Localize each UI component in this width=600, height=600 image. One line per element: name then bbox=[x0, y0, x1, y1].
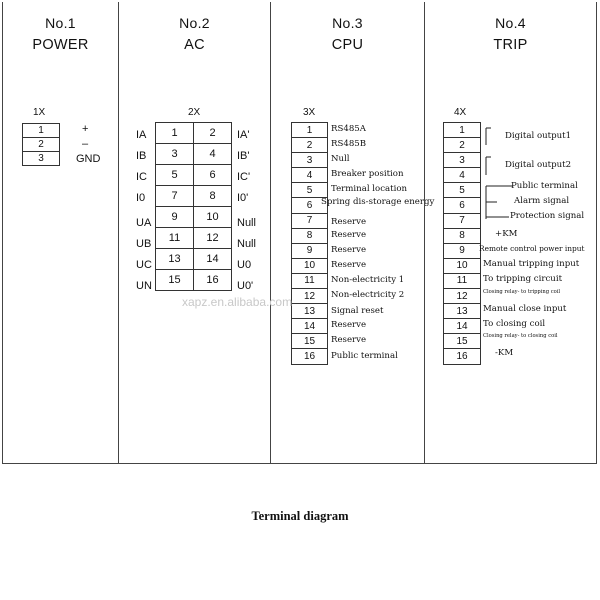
terminal-number: 8 bbox=[194, 186, 232, 207]
terminal-number: 10 bbox=[444, 258, 481, 273]
terminal-number: 2 bbox=[23, 138, 60, 152]
power-label: GND bbox=[76, 153, 101, 165]
terminal-number: 3 bbox=[156, 144, 194, 165]
trip-function-label: Alarm signal bbox=[514, 196, 570, 206]
terminal-number: 9 bbox=[444, 243, 481, 258]
terminal-number: 11 bbox=[444, 273, 481, 288]
cpu-function-label: Null bbox=[331, 154, 350, 165]
terminal-number: 13 bbox=[444, 304, 481, 319]
panel-number: No.3 bbox=[332, 15, 363, 31]
ac-row bbox=[156, 186, 232, 207]
terminal-label: 4X bbox=[454, 107, 467, 118]
terminal-number: 1 bbox=[292, 123, 328, 138]
ac-output-label: U0 bbox=[237, 259, 252, 271]
ac-input-label: UB bbox=[136, 238, 152, 250]
panel-cpu bbox=[270, 2, 435, 464]
ac-input-label: UC bbox=[136, 259, 152, 271]
cpu-function-label: Breaker position bbox=[331, 169, 404, 180]
terminal-number: 1 bbox=[156, 123, 194, 144]
ac-output-label: Null bbox=[237, 238, 256, 250]
ac-row bbox=[156, 165, 232, 186]
diagram-caption: Terminal diagram bbox=[251, 509, 349, 523]
cpu-function-label: RS485A bbox=[331, 124, 366, 134]
terminal-number: 2 bbox=[444, 138, 481, 153]
ac-row bbox=[156, 123, 232, 144]
panel-name: POWER bbox=[32, 37, 89, 53]
trip-function-label: Digital output1 bbox=[505, 131, 572, 141]
digital-output1-bracket bbox=[486, 128, 491, 145]
terminal-number: 15 bbox=[156, 270, 194, 291]
ac-row bbox=[156, 270, 232, 291]
terminal-number: 5 bbox=[444, 183, 481, 198]
cpu-function-label: Non-electricity 1 bbox=[331, 275, 405, 285]
panel-trip bbox=[424, 2, 597, 464]
panel-name: AC bbox=[184, 37, 205, 53]
ac-input-label: UA bbox=[136, 217, 152, 229]
terminal-number: 16 bbox=[292, 349, 328, 364]
power-label: – bbox=[82, 138, 89, 150]
cpu-function-label: Public terminal bbox=[331, 350, 398, 361]
ac-output-label: Null bbox=[237, 217, 256, 229]
cpu-function-label: Reserve bbox=[331, 216, 367, 227]
terminal-number: 5 bbox=[156, 165, 194, 186]
trip-function-label: Manual close input bbox=[483, 304, 567, 314]
trip-function-label: Closing relay- to tripping coil bbox=[483, 289, 561, 295]
cpu-row bbox=[292, 319, 328, 334]
cpu-function-label: Reserve bbox=[331, 244, 367, 255]
terminal-number: 5 bbox=[292, 183, 328, 198]
terminal-number: 9 bbox=[156, 207, 194, 228]
panel-power bbox=[2, 2, 119, 464]
trip-function-label: Public terminal bbox=[511, 181, 578, 191]
ac-row bbox=[156, 207, 232, 228]
terminal-label: 2X bbox=[188, 107, 201, 118]
terminal-number: 8 bbox=[292, 228, 328, 243]
power-terminal-block bbox=[22, 123, 60, 166]
terminal-number: 3 bbox=[292, 153, 328, 168]
terminal-number: 12 bbox=[194, 228, 232, 249]
ac-output-label: IA' bbox=[237, 129, 250, 141]
terminal-number: 1 bbox=[444, 123, 481, 138]
panel-number: No.2 bbox=[179, 15, 210, 31]
trip-function-label: +KM bbox=[495, 229, 518, 239]
terminal-number: 13 bbox=[156, 249, 194, 270]
cpu-terminal-block bbox=[291, 122, 328, 365]
terminal-number: 2 bbox=[292, 138, 328, 153]
cpu-function-label: Terminal location bbox=[331, 184, 408, 195]
terminal-number: 7 bbox=[292, 213, 328, 228]
trip-function-label: Remote control power input bbox=[479, 244, 585, 253]
signal-common-wire bbox=[486, 186, 513, 219]
terminal-number: 14 bbox=[444, 319, 481, 334]
terminal-number: 14 bbox=[292, 319, 328, 334]
terminal-number: 10 bbox=[194, 207, 232, 228]
cpu-row bbox=[292, 334, 328, 349]
cpu-function-label: Reserve bbox=[331, 259, 367, 270]
ac-terminal-block bbox=[155, 122, 232, 291]
terminal-number: 6 bbox=[194, 165, 232, 186]
terminal-number: 12 bbox=[444, 289, 481, 304]
cpu-function-label: Reserve bbox=[331, 335, 367, 346]
trip-function-label: Closing relay- to closing coil bbox=[483, 333, 558, 339]
cpu-function-label: RS485B bbox=[331, 139, 367, 150]
cpu-row bbox=[292, 228, 328, 243]
power-row bbox=[23, 124, 60, 138]
terminal-number: 8 bbox=[444, 228, 481, 243]
terminal-number: 2 bbox=[194, 123, 232, 144]
terminal-number: 15 bbox=[292, 334, 328, 349]
trip-function-label: -KM bbox=[495, 348, 514, 358]
ac-row bbox=[156, 249, 232, 270]
cpu-row bbox=[292, 273, 328, 288]
terminal-number: 10 bbox=[292, 258, 328, 273]
cpu-row bbox=[292, 349, 328, 364]
ac-input-label: IB bbox=[136, 150, 147, 162]
panel-ac bbox=[118, 2, 271, 464]
terminal-number: 9 bbox=[292, 243, 328, 258]
terminal-number: 13 bbox=[292, 304, 328, 319]
terminal-number: 4 bbox=[444, 168, 481, 183]
cpu-function-label: Reserve bbox=[331, 229, 367, 240]
power-row bbox=[23, 138, 60, 152]
ac-input-label: I0 bbox=[136, 192, 146, 204]
watermark: xapz.en.alibaba.com bbox=[182, 295, 293, 309]
trip-function-label: Protection signal bbox=[510, 211, 585, 221]
power-label: + bbox=[82, 123, 89, 135]
terminal-number: 14 bbox=[194, 249, 232, 270]
ac-input-label: IA bbox=[136, 129, 147, 141]
cpu-row bbox=[292, 243, 328, 258]
terminal-number: 4 bbox=[292, 168, 328, 183]
power-row bbox=[23, 152, 60, 166]
ac-input-label: IC bbox=[136, 171, 147, 183]
ac-input-label: UN bbox=[136, 280, 152, 292]
cpu-row bbox=[292, 289, 328, 304]
cpu-row bbox=[292, 123, 328, 138]
cpu-row bbox=[292, 168, 328, 183]
terminal-number: 6 bbox=[444, 198, 481, 213]
panel-number: No.1 bbox=[45, 15, 76, 31]
terminal-number: 12 bbox=[292, 289, 328, 304]
panel-number: No.4 bbox=[495, 15, 526, 31]
cpu-row bbox=[292, 138, 328, 153]
trip-function-label: Manual tripping input bbox=[483, 259, 580, 269]
terminal-number: 3 bbox=[23, 152, 60, 166]
ac-output-label: U0' bbox=[237, 280, 254, 292]
terminal-number: 7 bbox=[444, 213, 481, 228]
terminal-label: 1X bbox=[33, 107, 46, 118]
ac-output-label: IB' bbox=[237, 150, 250, 162]
panel-name: TRIP bbox=[493, 37, 528, 53]
trip-function-label: Digital output2 bbox=[505, 160, 572, 170]
cpu-function-label: Signal reset bbox=[331, 306, 384, 317]
trip-function-label: To tripping circuit bbox=[483, 274, 563, 284]
cpu-row bbox=[292, 304, 328, 319]
terminal-number: 1 bbox=[23, 124, 60, 138]
cpu-row bbox=[292, 213, 328, 228]
terminal-number: 11 bbox=[292, 273, 328, 288]
terminal-number: 16 bbox=[194, 270, 232, 291]
terminal-number: 15 bbox=[444, 334, 481, 349]
cpu-function-label: Non-electricity 2 bbox=[331, 290, 405, 301]
terminal-label: 3X bbox=[303, 107, 316, 118]
terminal-number: 4 bbox=[194, 144, 232, 165]
terminal-number: 7 bbox=[156, 186, 194, 207]
panel-name: CPU bbox=[331, 37, 364, 53]
digital-output2-bracket bbox=[486, 157, 491, 175]
cpu-row bbox=[292, 258, 328, 273]
cpu-function-label: Spring dis-storage energy bbox=[321, 196, 435, 207]
ac-output-label: I0' bbox=[237, 192, 249, 204]
terminal-number: 6 bbox=[292, 198, 328, 213]
ac-output-label: IC' bbox=[237, 171, 251, 183]
cpu-function-label: Reserve bbox=[331, 320, 367, 331]
ac-row bbox=[156, 144, 232, 165]
terminal-number: 16 bbox=[444, 349, 481, 364]
ac-row bbox=[156, 228, 232, 249]
trip-function-label: To closing coil bbox=[483, 319, 546, 329]
terminal-number: 3 bbox=[444, 153, 481, 168]
cpu-row bbox=[292, 153, 328, 168]
terminal-number: 11 bbox=[156, 228, 194, 249]
